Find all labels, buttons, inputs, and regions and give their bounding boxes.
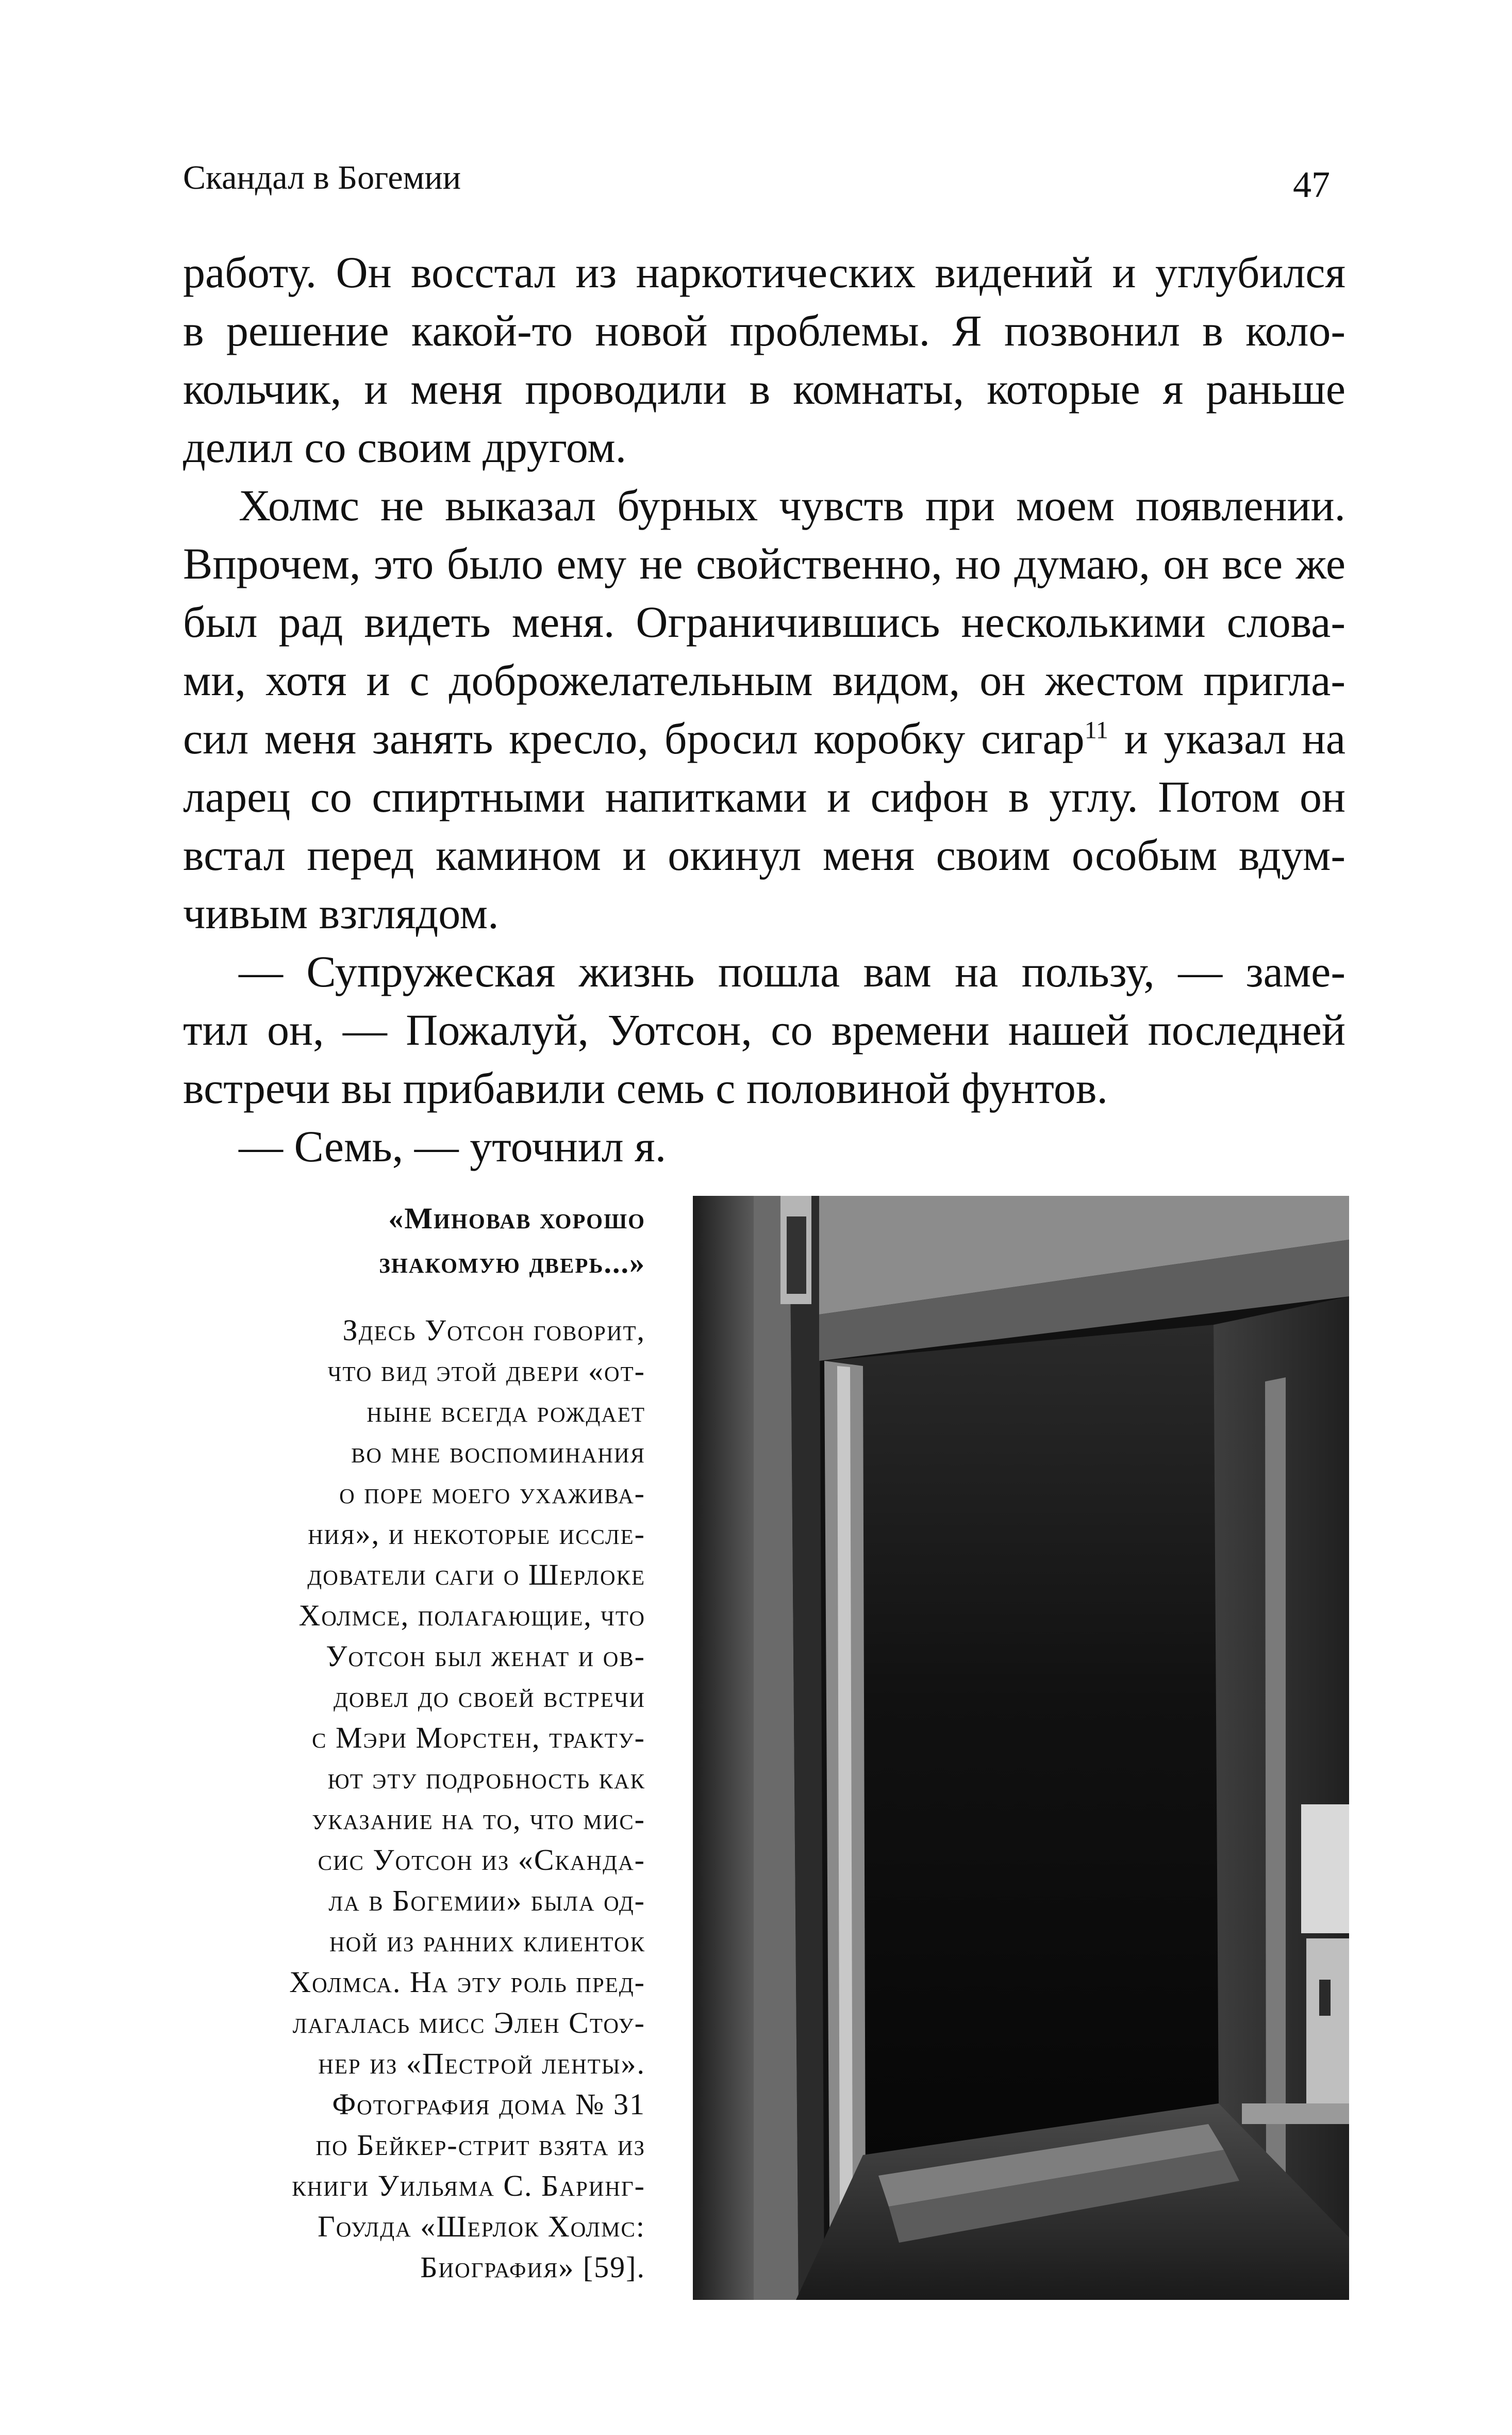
caption-line-21: по Бейкер-стрит взята из	[315, 2128, 645, 2162]
body-line-10: ларец со спиртными напитками и сифон в углу. Потом он	[183, 772, 1345, 821]
caption-line-10: довел до своей встречи	[333, 1680, 645, 1714]
caption-line-17: Холмса. На эту роль пред-	[289, 1965, 645, 1999]
body-line-12: чивым взглядом.	[183, 889, 499, 938]
body-line-3: кольчик, и меня проводили в комнаты, которые я раньше	[183, 364, 1345, 414]
body-line-9-text: сил меня занять кресло, бросил коробку сигар	[183, 714, 1085, 763]
caption-line-15: ла в Богемии» была од-	[328, 1884, 645, 1917]
caption-line-5: о поре моего ухажива-	[339, 1476, 645, 1510]
caption-line-22: книги Уильяма С. Баринг-	[292, 2169, 645, 2202]
caption-line-24: Биография» [59].	[420, 2250, 645, 2284]
footnote-marker[interactable]: 11	[1084, 716, 1108, 744]
caption-line-13: указание на то, что мис-	[312, 1802, 645, 1836]
caption-line-16: ной из ранних клиенток	[329, 1924, 645, 1958]
body-line-15: встречи вы прибавили семь с половиной фунтов.	[183, 1063, 1108, 1113]
body-line-1: работу. Он восстал из наркотических видений и углубился	[183, 248, 1345, 297]
body-line-9	[183, 715, 1345, 762]
body-line-8: ми, хотя и с доброжелательным видом, он жестом пригла-	[183, 655, 1345, 705]
caption-line-1: Здесь Уотсон говорит,	[342, 1313, 645, 1347]
sidebar-heading-line-1: «Миновав хорошо	[388, 1202, 645, 1235]
body-line-14: тил он, — Пожалуй, Уотсон, со времени нашей последней	[183, 1005, 1345, 1055]
caption-line-23: Гоулда «Шерлок Холмс:	[318, 2210, 645, 2243]
body-line-4: делил со своим другом.	[183, 422, 627, 472]
caption-line-18: лагалась мисс Элен Стоу-	[292, 2006, 645, 2039]
caption-line-19: нер из «Пестрой ленты».	[318, 2047, 645, 2080]
caption-line-4: во мне воспоминания	[351, 1436, 645, 1469]
caption-line-12: ют эту подробность как	[327, 1762, 645, 1795]
sidebar-heading-line-2: знакомую дверь...»	[379, 1246, 645, 1279]
body-line-7: был рад видеть меня. Ограничившись несколькими слова-	[183, 597, 1345, 647]
caption-line-20: Фотография дома № 31	[332, 2087, 645, 2121]
body-line-16: — Семь, — уточнил я.	[239, 1122, 667, 1171]
caption-line-3: ныне всегда рождает	[367, 1395, 645, 1428]
caption-line-8: Холмсе, полагающие, что	[298, 1599, 645, 1632]
doorway-illustration	[693, 1196, 1349, 2300]
caption-line-9: Уотсон был женат и ов-	[326, 1639, 645, 1673]
caption-line-2: что вид этой двери «от-	[327, 1354, 645, 1388]
page-number: 47	[1293, 164, 1330, 205]
running-title: Скандал в Богемии	[183, 159, 461, 196]
caption-line-14: сис Уотсон из «Сканда-	[318, 1843, 645, 1877]
caption-line-7: дователи саги о Шерлоке	[307, 1558, 645, 1591]
body-line-13: — Супружеская жизнь пошла вам на пользу, — заме-	[239, 947, 1345, 996]
body-line-6: Впрочем, это было ему не свойственно, но думаю, он все же	[183, 539, 1345, 588]
caption-line-6: ния», и некоторые иссле-	[308, 1517, 645, 1551]
body-line-5: Холмс не выказал бурных чувств при моем появлении.	[239, 481, 1345, 530]
baker-street-door-photo	[693, 1196, 1349, 2300]
body-line-9-tail: и указал на	[1108, 714, 1345, 763]
body-line-2: в решение какой-то новой проблемы. Я позвонил в коло-	[183, 306, 1345, 355]
caption-line-11: с Мэри Морстен, тракту-	[312, 1721, 645, 1754]
body-line-11: встал перед камином и окинул меня своим особым вдум-	[183, 830, 1345, 880]
